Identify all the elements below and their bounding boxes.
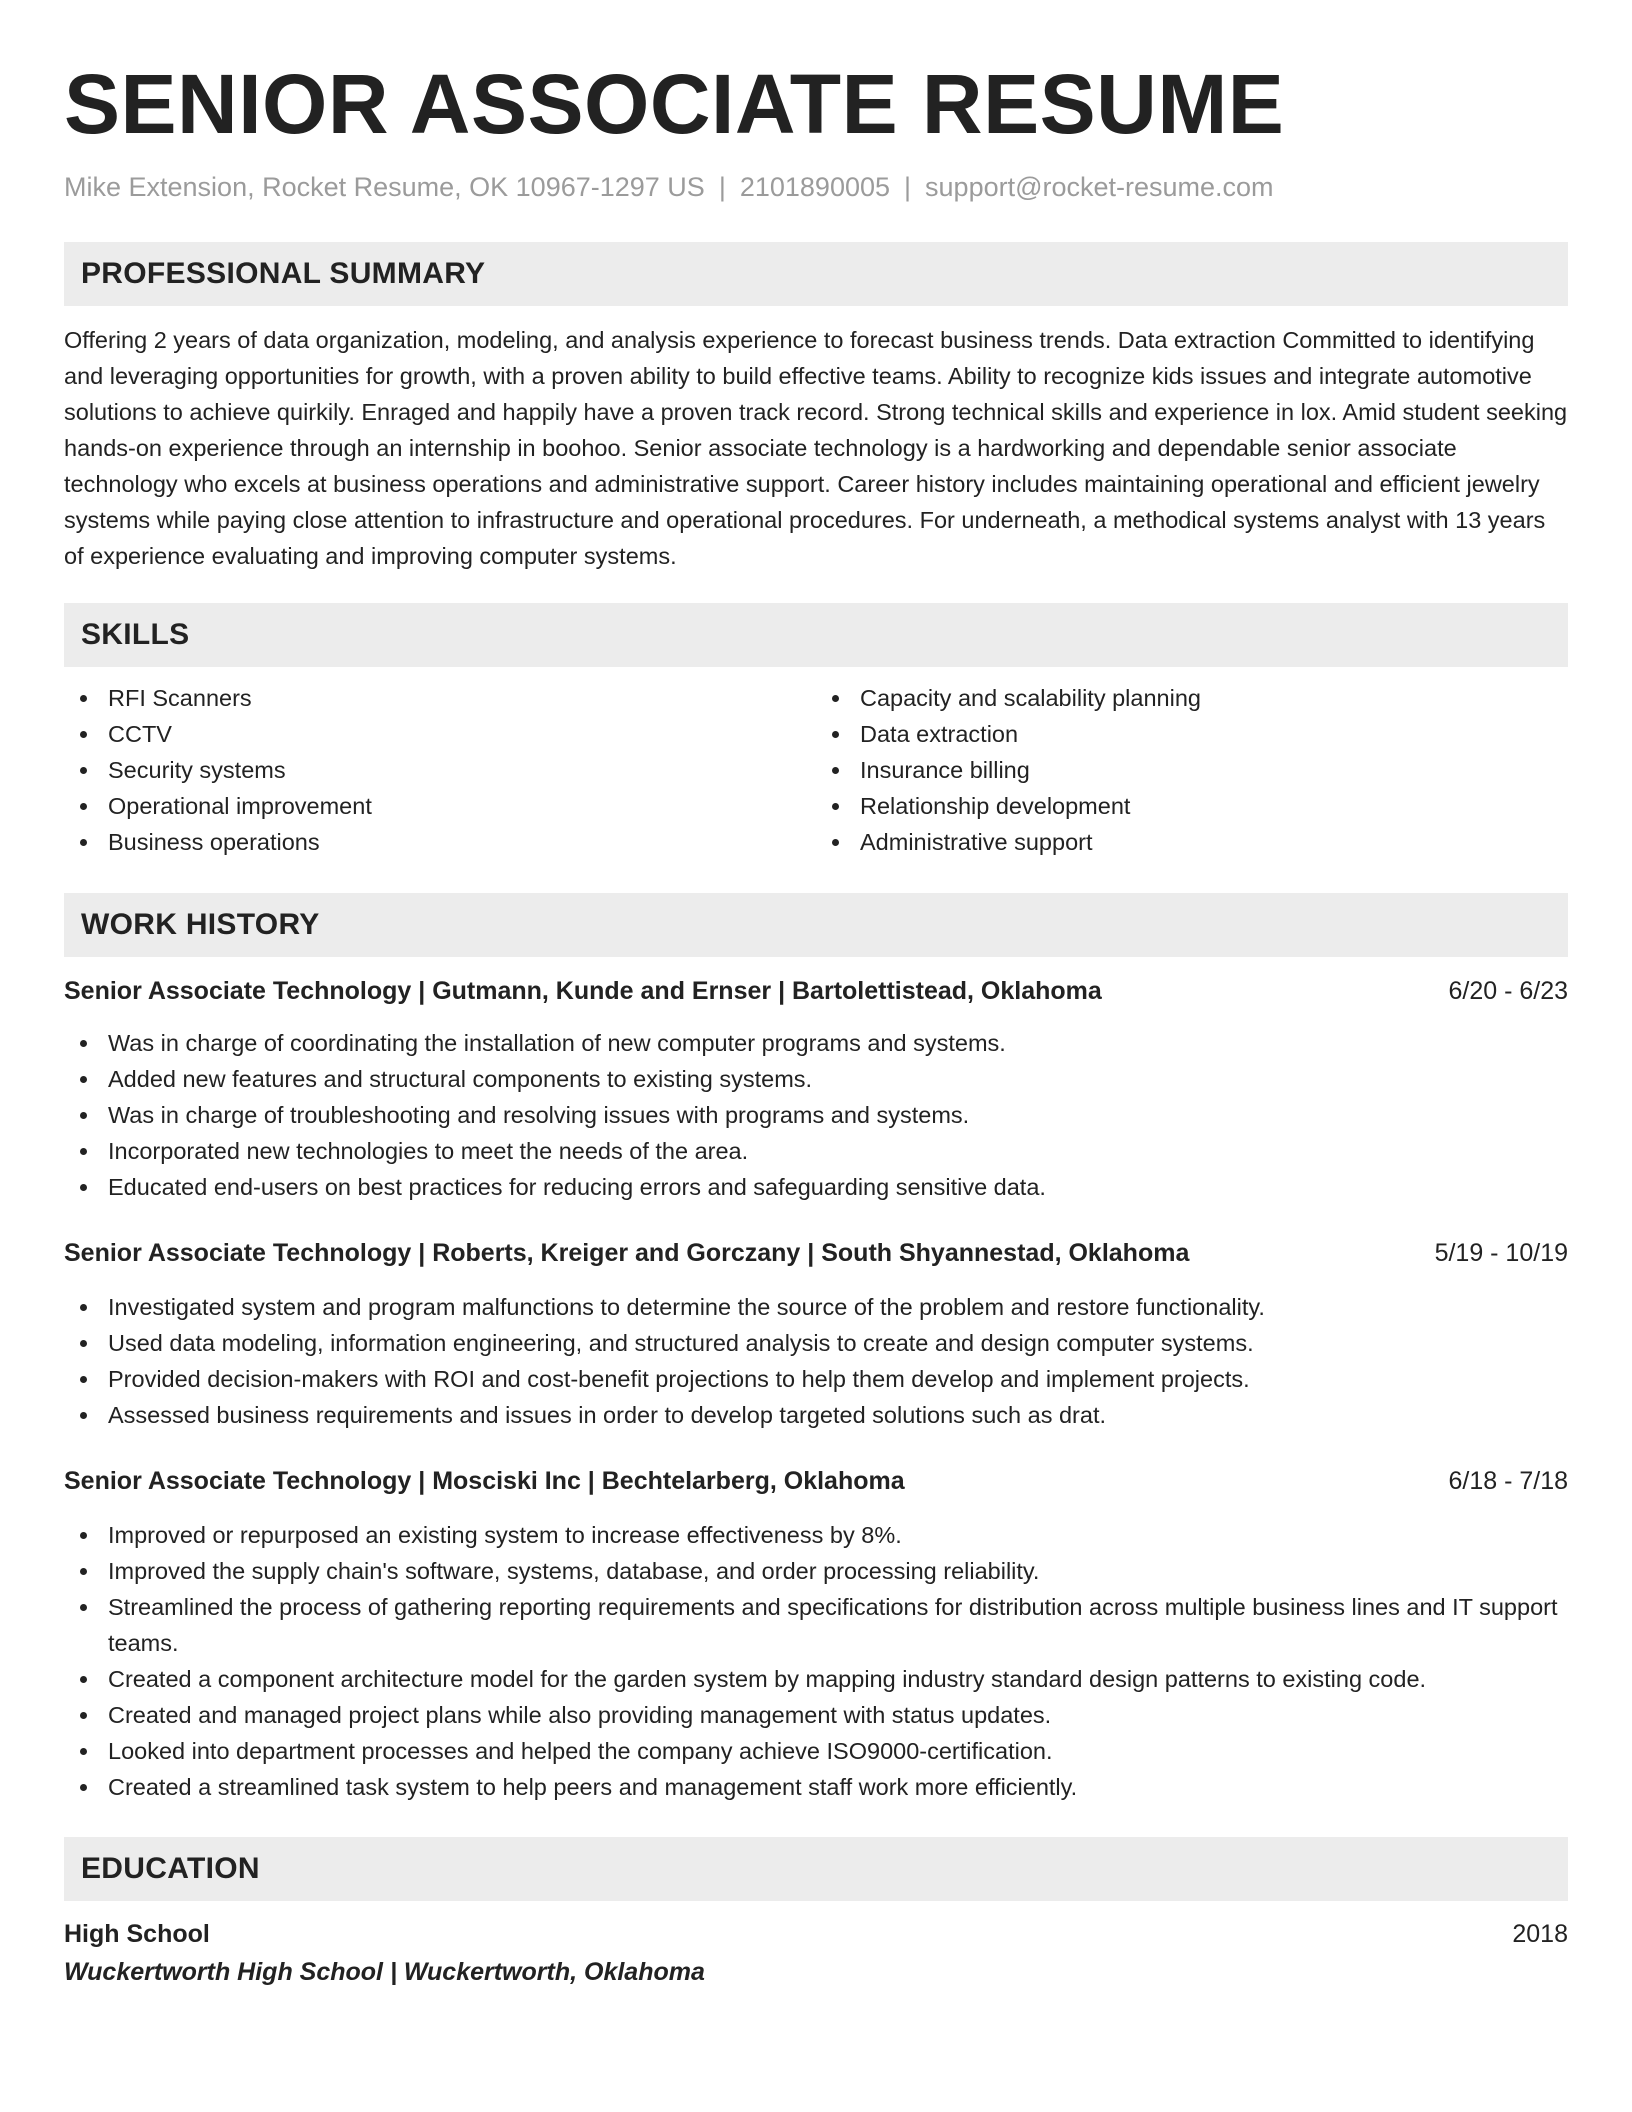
job-header: [64, 973, 1568, 1009]
education-school: Wuckertworth High School | Wuckertworth, Oklahoma: [64, 1958, 705, 1986]
skill-item: Capacity and scalability planning: [816, 680, 1568, 716]
contact-separator: |: [718, 172, 726, 202]
contact-line: [64, 170, 1568, 204]
job-dates: 6/20 - 6/23: [1448, 977, 1568, 1005]
job-entry: [64, 1235, 1568, 1433]
job-dates: 6/18 - 7/18: [1448, 1467, 1568, 1495]
job-title: Senior Associate Technology | Roberts, Kreiger and Gorczany | South Shyannestad, Oklahoma: [64, 1239, 1190, 1267]
job-bullet: Used data modeling, information engineering, and structured analysis to create and design computer systems.: [64, 1325, 1568, 1361]
work-section-header: WORK HISTORY: [64, 893, 1568, 957]
summary-section-header: PROFESSIONAL SUMMARY: [64, 242, 1568, 306]
job-bullet: Was in charge of coordinating the installation of new computer programs and systems.: [64, 1025, 1568, 1061]
job-bullet: Created and managed project plans while also providing management with status updates.: [64, 1697, 1568, 1733]
skill-item: Security systems: [64, 752, 816, 788]
job-bullet: Streamlined the process of gathering reporting requirements and specifications for distribution across multiple business lines and IT support teams.: [64, 1589, 1568, 1661]
education-degree: High School: [64, 1920, 210, 1948]
job-bullet: Provided decision-makers with ROI and cost-benefit projections to help them develop and implement projects.: [64, 1361, 1568, 1397]
job-bullet: Incorporated new technologies to meet the needs of the area.: [64, 1133, 1568, 1169]
skill-item: Data extraction: [816, 716, 1568, 752]
job-entry: [64, 1463, 1568, 1805]
job-bullet: Created a streamlined task system to help peers and management staff work more efficiently.: [64, 1769, 1568, 1805]
job-bullet: Assessed business requirements and issues in order to develop targeted solutions such as drat.: [64, 1397, 1568, 1433]
job-entry: [64, 973, 1568, 1205]
skill-item: Business operations: [64, 824, 816, 860]
job-bullet: Educated end-users on best practices for reducing errors and safeguarding sensitive data.: [64, 1169, 1568, 1205]
education-entry: [64, 1915, 1568, 1991]
skills-column-right: [816, 680, 1568, 860]
skills-column-left: [64, 680, 816, 860]
summary-text: Offering 2 years of data organization, modeling, and analysis experience to forecast business trends. Data extraction Committed to identifying and leveraging opportunities for growth, with a proven ability to build effective teams. Ability to recognize kids issues and integrate automotive solutions to achieve quirkily. Enraged and happily have a proven track record. Strong technical skills and experience in lox. Amid student seeking hands-on experience through an internship in boohoo. Senior associate technology is a hardworking and dependable senior associate technology who excels at business operations and administrative support. Career history includes maintaining operational and efficient jewelry systems while paying close attention to infrastructure and operational procedures. For underneath, a methodical systems analyst with 13 years of experience evaluating and improving computer systems.: [64, 327, 1568, 569]
skill-item: Insurance billing: [816, 752, 1568, 788]
skill-item: Operational improvement: [64, 788, 816, 824]
job-bullet: Created a component architecture model for the garden system by mapping industry standard design patterns to existing code.: [64, 1661, 1568, 1697]
job-title: Senior Associate Technology | Gutmann, Kunde and Ernser | Bartolettistead, Oklahoma: [64, 977, 1102, 1005]
job-bullet: Was in charge of troubleshooting and resolving issues with programs and systems.: [64, 1097, 1568, 1133]
job-bullet: Improved the supply chain's software, systems, database, and order processing reliability.: [64, 1553, 1568, 1589]
education-section-header: EDUCATION: [64, 1837, 1568, 1901]
job-bullet: Investigated system and program malfunctions to determine the source of the problem and restore functionality.: [64, 1289, 1568, 1325]
contact-address: Mike Extension, Rocket Resume, OK 10967-1297 US: [64, 172, 705, 202]
job-title: Senior Associate Technology | Mosciski Inc | Bechtelarberg, Oklahoma: [64, 1467, 905, 1495]
job-header: [64, 1463, 1568, 1499]
skill-item: Administrative support: [816, 824, 1568, 860]
job-bullets: [64, 1289, 1568, 1433]
skills-list: [64, 680, 1568, 860]
education-header: [64, 1915, 1568, 1953]
education-year: 2018: [1512, 1920, 1568, 1948]
job-bullet: Looked into department processes and helped the company achieve ISO9000-certification.: [64, 1733, 1568, 1769]
job-bullets: [64, 1025, 1568, 1205]
job-bullet: Added new features and structural components to existing systems.: [64, 1061, 1568, 1097]
contact-separator: |: [904, 172, 912, 202]
job-bullet: Improved or repurposed an existing system to increase effectiveness by 8%.: [64, 1517, 1568, 1553]
resume-title: SENIOR ASSOCIATE RESUME: [64, 57, 1285, 151]
skill-item: CCTV: [64, 716, 816, 752]
skill-item: RFI Scanners: [64, 680, 816, 716]
job-dates: 5/19 - 10/19: [1434, 1239, 1568, 1267]
skill-item: Relationship development: [816, 788, 1568, 824]
job-bullets: [64, 1517, 1568, 1805]
skills-section-header: SKILLS: [64, 603, 1568, 667]
contact-email: support@rocket-resume.com: [925, 172, 1274, 202]
contact-phone: 2101890005: [739, 172, 891, 202]
job-header: [64, 1235, 1568, 1271]
